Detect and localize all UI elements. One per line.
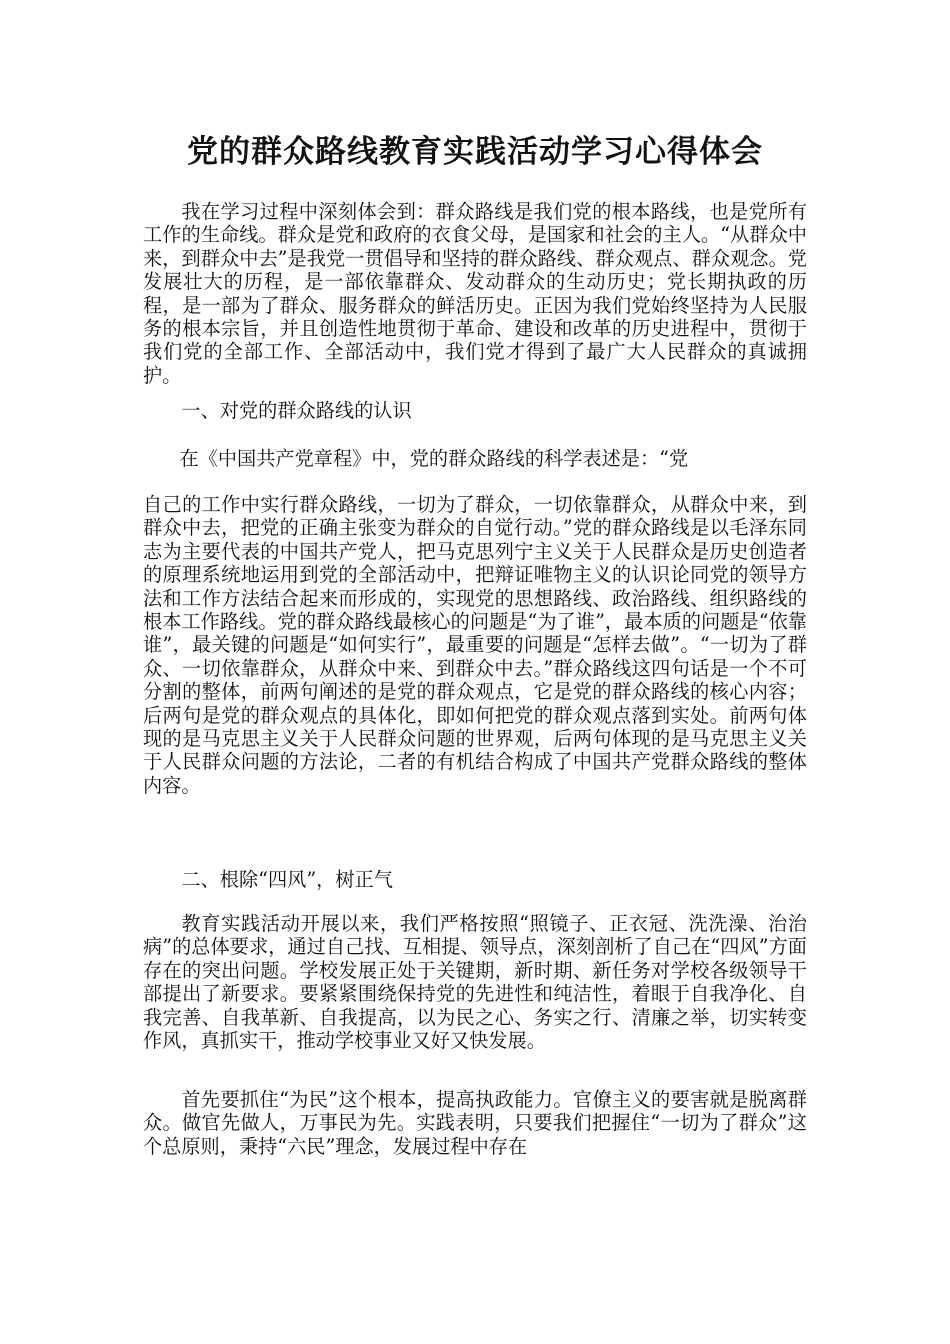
section-heading-two: 二、根除“四风”，树正气 [181, 868, 393, 891]
intro-paragraph: 我在学习过程中深刻体会到：群众路线是我们党的根本路线，也是党所有工作的生命线。群众是党和政府的衣食父母，是国家和社会的主人。“从群众中来，到群众中去”是我党一贯倡导和坚持的群众路线、群众观点、群众观念。党发展壮大的历程，是一部依靠群众、发动群众的生动历史；党长期执政的历程，是一部为了群众、服务群众的鲜活历史。正因为我们党始终坚持为人民服务的根本宗旨，并且创造性地贯彻于革命、建设和改革的历史进程中，贯彻于我们党的全部工作、全部活动中，我们党才得到了最广大人民群众的真诚拥护。 [143, 200, 807, 387]
section-heading-one: 一、对党的群众路线的认识 [181, 399, 412, 422]
section-one-lead-line: 在《中国共产党章程》中，党的群众路线的科学表述是：“党 [179, 447, 689, 470]
section-two-next-paragraph: 首先要抓住“为民”这个根本，提高执政能力。官僚主义的要害就是脱离群众。做官先做人，万事民为先。实践表明，只要我们把握住“一切为了群众”这个总原则，秉持“六民”理念，发展过程中存在 [143, 1088, 807, 1158]
section-one-body: 自己的工作中实行群众路线，一切为了群众，一切依靠群众，从群众中来，到群众中去，把党的正确主张变为群众的自觉行动。”党的群众路线是以毛泽东同志为主要代表的中国共产党人，把马克思列宁主义关于人民群众是历史创造者的原理系统地运用到党的全部活动中，把辩证唯物主义的认识论同党的领导方法和工作方法结合起来而形成的，实现党的思想路线、政治路线、组织路线的根本工作路线。党的群众路线最核心的问题是“为了谁”，最本质的问题是“依靠谁”，最关键的问题是“如何实行”，最重要的问题是“怎样去做”。“一切为了群众、一切依靠群众，从群众中来、到群众中去。”群众路线这四句话是一个不可分割的整体，前两句阐述的是党的群众观点，它是党的群众路线的核心内容；后两句是党的群众观点的具体化，即如何把党的群众观点落到实处。前两句体现的是马克思主义关于人民群众问题的世界观，后两句体现的是马克思主义关于人民群众问题的方法论，二者的有机结合构成了中国共产党群众路线的整体内容。 [143, 493, 807, 797]
section-two-body: 教育实践活动开展以来，我们严格按照“照镜子、正衣冠、洗洗澡、治治病”的总体要求，通过自己找、互相提、领导点，深刻剖析了自己在“四风”方面存在的突出问题。学校发展正处于关键期，新时期、新任务对学校各级领导干部提出了新要求。要紧紧围绕保持党的先进性和纯洁性，着眼于自我净化、自我完善、自我革新、自我提高，以为民之心、务实之行、清廉之举，切实转变作风，真抓实干，推动学校事业又好又快发展。 [143, 912, 807, 1053]
document-title: 党的群众路线教育实践活动学习心得体会 [187, 134, 763, 170]
